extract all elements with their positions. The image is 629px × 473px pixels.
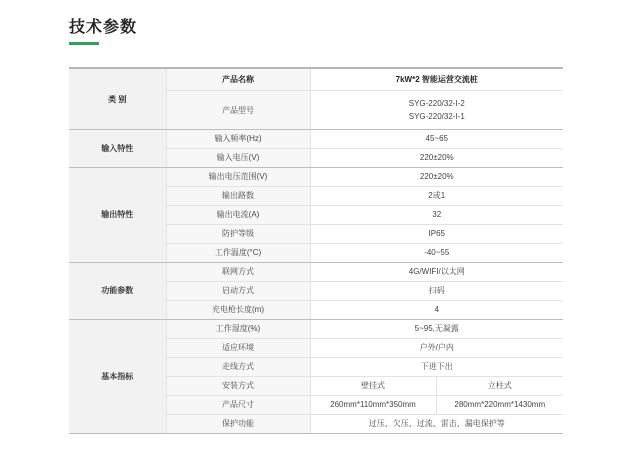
param-value: 户外/户内 xyxy=(310,339,563,358)
product-model-values xyxy=(310,91,563,130)
param-value-right: 280mm*220mm*1430mm xyxy=(436,396,563,415)
param-value: IP65 xyxy=(310,225,563,244)
spec-table xyxy=(69,67,563,434)
title-underline xyxy=(69,42,99,45)
page-title: 技术参数 xyxy=(69,19,138,36)
table-row xyxy=(69,68,563,91)
param-value: 过压、欠压、过流、雷击、漏电保护等 xyxy=(310,415,563,434)
param-value: -40~55 xyxy=(310,244,563,263)
group-name: 功能参数 xyxy=(69,263,166,320)
param-value: 45~65 xyxy=(310,130,563,149)
table-row xyxy=(69,320,563,339)
param-value: 下进下出 xyxy=(310,358,563,377)
param-label: 启动方式 xyxy=(166,282,310,301)
param-label: 防护等级 xyxy=(166,225,310,244)
param-value: 扫码 xyxy=(310,282,563,301)
param-label: 联网方式 xyxy=(166,263,310,282)
param-label: 输入频率(Hz) xyxy=(166,130,310,149)
param-value: 2或1 xyxy=(310,187,563,206)
param-value-left: 壁挂式 xyxy=(310,377,436,396)
param-label: 输出电流(A) xyxy=(166,206,310,225)
product-name-value: 7kW*2 智能运营交流桩 xyxy=(310,68,563,91)
table-row xyxy=(69,263,563,282)
category-header: 类 别 xyxy=(69,68,166,130)
param-value: 32 xyxy=(310,206,563,225)
group-name: 输出特性 xyxy=(69,168,166,263)
param-label: 工作湿度(%) xyxy=(166,320,310,339)
param-label: 产品尺寸 xyxy=(166,396,310,415)
table-row xyxy=(69,130,563,149)
param-label: 工作温度(°C) xyxy=(166,244,310,263)
param-label: 适应环境 xyxy=(166,339,310,358)
param-value: 5~95,无凝露 xyxy=(310,320,563,339)
group-name: 基本指标 xyxy=(69,320,166,434)
product-model-value: SYG-220/32-I-2 xyxy=(408,99,465,108)
param-value: 220±20% xyxy=(310,149,563,168)
param-label: 充电枪长度(m) xyxy=(166,301,310,320)
param-value: 4G/WIFI/以太网 xyxy=(310,263,563,282)
param-value-right: 立柱式 xyxy=(436,377,563,396)
product-model-value: SYG-220/32-I-1 xyxy=(408,112,465,121)
param-value: 220±20% xyxy=(310,168,563,187)
param-label: 输出路数 xyxy=(166,187,310,206)
param-label: 走线方式 xyxy=(166,358,310,377)
product-model-label: 产品型号 xyxy=(166,91,310,130)
param-label: 输出电压范围(V) xyxy=(166,168,310,187)
param-label: 输入电压(V) xyxy=(166,149,310,168)
param-value: 4 xyxy=(310,301,563,320)
table-row xyxy=(69,168,563,187)
param-label: 安装方式 xyxy=(166,377,310,396)
param-label: 保护功能 xyxy=(166,415,310,434)
group-name: 输入特性 xyxy=(69,130,166,168)
param-value-left: 260mm*110mm*350mm xyxy=(310,396,436,415)
product-name-label: 产品名称 xyxy=(166,68,310,91)
